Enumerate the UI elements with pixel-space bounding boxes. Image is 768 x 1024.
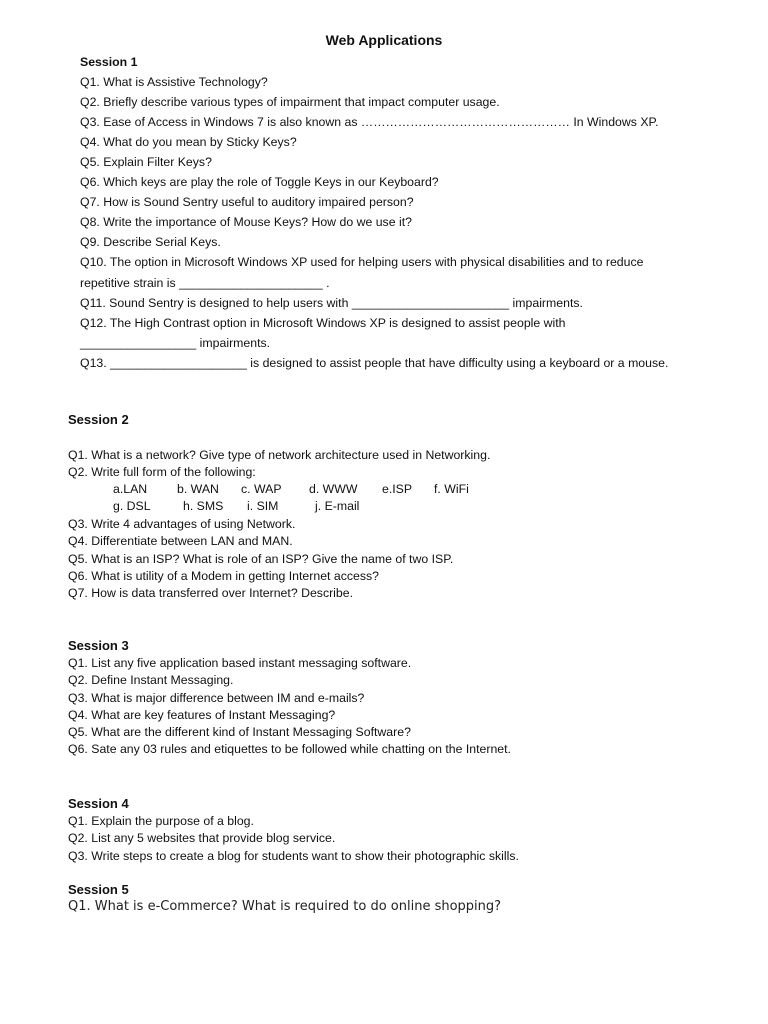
- session-heading: Session 3: [68, 638, 129, 653]
- question: Q1. List any five application based instant messaging software.: [68, 656, 412, 670]
- document-title: Web Applications: [325, 32, 443, 48]
- option: i. SIM: [247, 499, 279, 513]
- question: Q6. Sate any 03 rules and etiquettes to be followed while chatting on the Internet.: [68, 742, 511, 757]
- question: Q12. The High Contrast option in Microsoft Windows XP is designed to assist people with _________________ impairments.: [80, 315, 566, 350]
- question: Q2. List any 5 websites that provide blog service.: [68, 831, 336, 846]
- option: e.ISP: [382, 482, 413, 496]
- question: Q3. Write steps to create a blog for students want to show their photographic skills.: [68, 848, 519, 863]
- question: Q4. What do you mean by Sticky Keys?: [80, 135, 297, 150]
- question: Q3. What is major difference between IM and e-mails?: [68, 690, 365, 705]
- question: Q6. What is utility of a Modem in getting Internet access?: [68, 568, 379, 583]
- question: Q3. Write 4 advantages of using Network.: [68, 517, 296, 531]
- option: c. WAP: [241, 482, 282, 496]
- session-heading: Session 5: [68, 882, 129, 897]
- session-heading: Session 1: [80, 55, 138, 69]
- question: Q5. What is an ISP? What is role of an ISP? Give the name of two ISP.: [68, 551, 454, 566]
- question: Q4. Differentiate between LAN and MAN.: [68, 534, 293, 549]
- question: Q5. Explain Filter Keys?: [80, 155, 212, 170]
- question: Q10. The option in Microsoft Windows XP used for helping users with physical disabilities and to reduce repetitive strain is _____________________ .: [80, 255, 644, 290]
- question: Q4. What are key features of Instant Messaging?: [68, 707, 336, 722]
- session-4: [68, 813, 688, 865]
- session-1: [80, 52, 680, 373]
- option: h. SMS: [183, 499, 224, 513]
- question: Q2. Define Instant Messaging.: [68, 673, 234, 688]
- option: d. WWW: [309, 482, 358, 496]
- option: b. WAN: [177, 482, 219, 496]
- option: g. DSL: [113, 499, 151, 513]
- question: Q7. How is data transferred over Internet? Describe.: [68, 586, 354, 601]
- session-3: [68, 655, 688, 759]
- session-heading: Session 2: [68, 412, 129, 427]
- session-2-top: [68, 447, 688, 482]
- session-heading: Session 4: [68, 796, 129, 811]
- question: Q1. What is Assistive Technology?: [80, 75, 268, 90]
- question: Q1. What is a network? Give type of network architecture used in Networking.: [68, 448, 491, 462]
- option: j. E-mail: [315, 499, 360, 513]
- question: Q1. Explain the purpose of a blog.: [68, 814, 254, 828]
- question: Q1. What is e-Commerce? What is required to do online shopping?: [68, 899, 502, 914]
- question: Q8. Write the importance of Mouse Keys? How do we use it?: [80, 215, 412, 230]
- question: Q6. Which keys are play the role of Toggle Keys in our Keyboard?: [80, 175, 439, 190]
- option: f. WiFi: [434, 482, 469, 496]
- question: Q7. How is Sound Sentry useful to auditory impaired person?: [80, 195, 414, 210]
- question: Q11. Sound Sentry is designed to help users with _______________________ impairments.: [80, 295, 583, 310]
- question: Q9. Describe Serial Keys.: [80, 235, 221, 250]
- session-2-rest: [68, 516, 688, 602]
- question: Q2. Briefly describe various types of impairment that impact computer usage.: [80, 95, 500, 110]
- question: Q13. ____________________ is designed to assist people that have difficulty using a keyboard or a mouse.: [80, 355, 669, 370]
- question: Q3. Ease of Access in Windows 7 is also known as …………………………………………… In Windows XP.: [80, 115, 659, 130]
- question: Q5. What are the different kind of Instant Messaging Software?: [68, 725, 411, 740]
- option: a.LAN: [113, 482, 148, 496]
- question: Q2. Write full form of the following:: [68, 465, 256, 480]
